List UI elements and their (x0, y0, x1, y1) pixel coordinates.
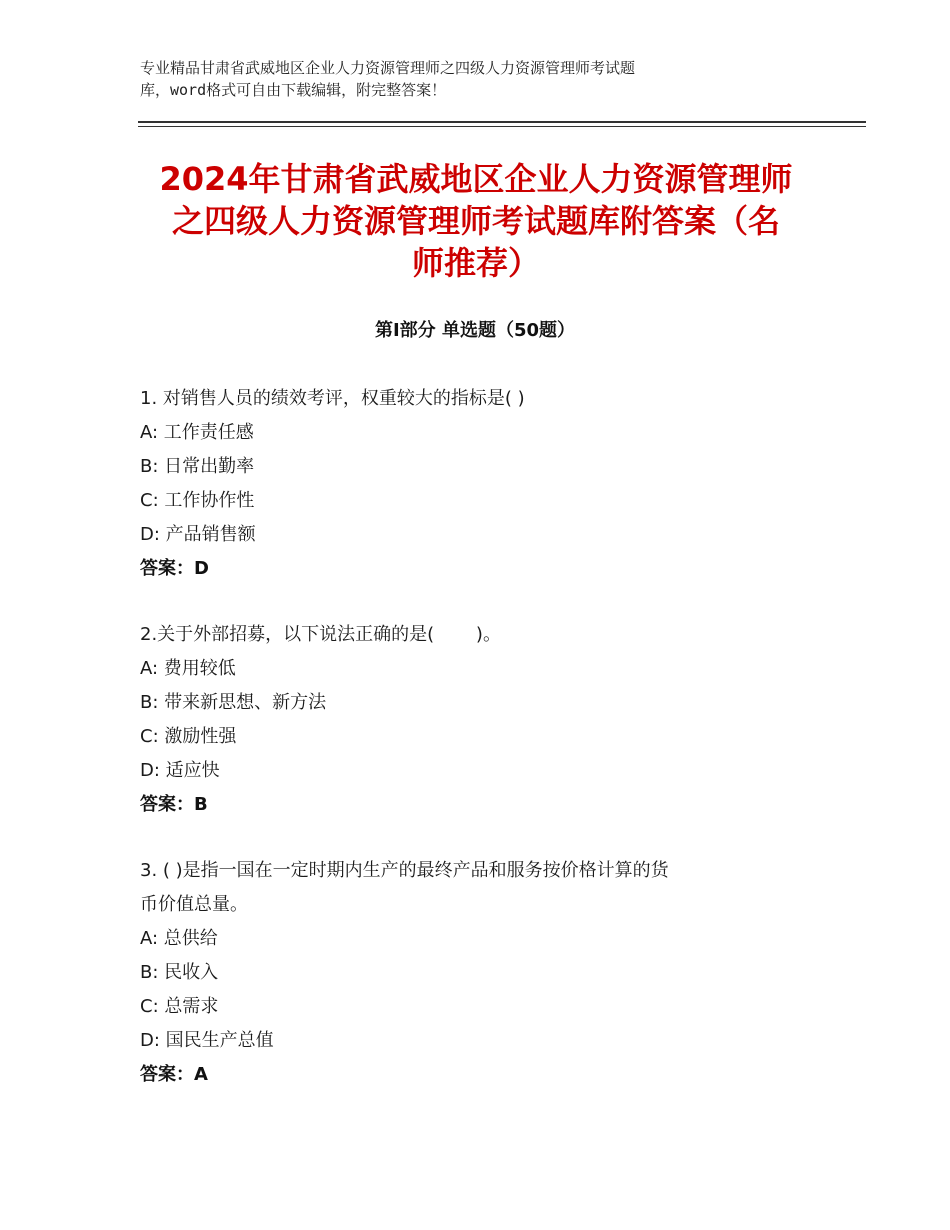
option-d: D: 国民生产总值 (140, 1030, 274, 1051)
question-stem-line: 1. 对销售人员的绩效考评，权重较大的指标是( ) (140, 388, 525, 409)
document-title-line: 2024年甘肃省武威地区企业人力资源管理师 (159, 160, 793, 198)
option-b: B: 日常出勤率 (140, 456, 255, 477)
question-stem (140, 618, 820, 652)
question-stem-line: 2.关于外部招募，以下说法正确的是( )。 (140, 624, 501, 645)
header-note-line: 库，word格式可自由下载编辑，附完整答案！ (140, 81, 447, 99)
question-stem-line: 3. ( )是指一国在一定时期内生产的最终产品和服务按价格计算的货 (140, 860, 669, 881)
answer: 答案：D (140, 558, 209, 579)
question-list (140, 382, 820, 1124)
section-title: 第Ⅰ部分 单选题（50题） (374, 320, 575, 341)
document-title-line: 之四级人力资源管理师考试题库附答案（名 (171, 202, 780, 240)
question-stem-line: 币价值总量。 (140, 894, 248, 915)
header-note-line: 专业精品甘肃省武威地区企业人力资源管理师之四级人力资源管理师考试题 (140, 59, 636, 77)
question-stem (140, 382, 820, 416)
document-title (120, 158, 832, 284)
option-a: A: 工作责任感 (140, 422, 254, 443)
question-2 (140, 618, 820, 822)
document-title-line: 师推荐） (411, 244, 540, 282)
header-divider-thick (138, 121, 866, 123)
option-b: B: 带来新思想、新方法 (140, 692, 327, 713)
option-c: C: 工作协作性 (140, 490, 255, 511)
answer: 答案：B (140, 794, 208, 815)
option-c: C: 激励性强 (140, 726, 237, 747)
question-stem (140, 854, 820, 922)
option-a: A: 费用较低 (140, 658, 236, 679)
question-3 (140, 854, 820, 1092)
option-b: B: 民收入 (140, 962, 219, 983)
question-1 (140, 382, 820, 586)
answer: 答案：A (140, 1064, 208, 1085)
option-a: A: 总供给 (140, 928, 218, 949)
header-divider-thin (138, 126, 866, 127)
option-c: C: 总需求 (140, 996, 219, 1017)
option-d: D: 适应快 (140, 760, 220, 781)
option-d: D: 产品销售额 (140, 524, 256, 545)
header-note (140, 57, 820, 101)
